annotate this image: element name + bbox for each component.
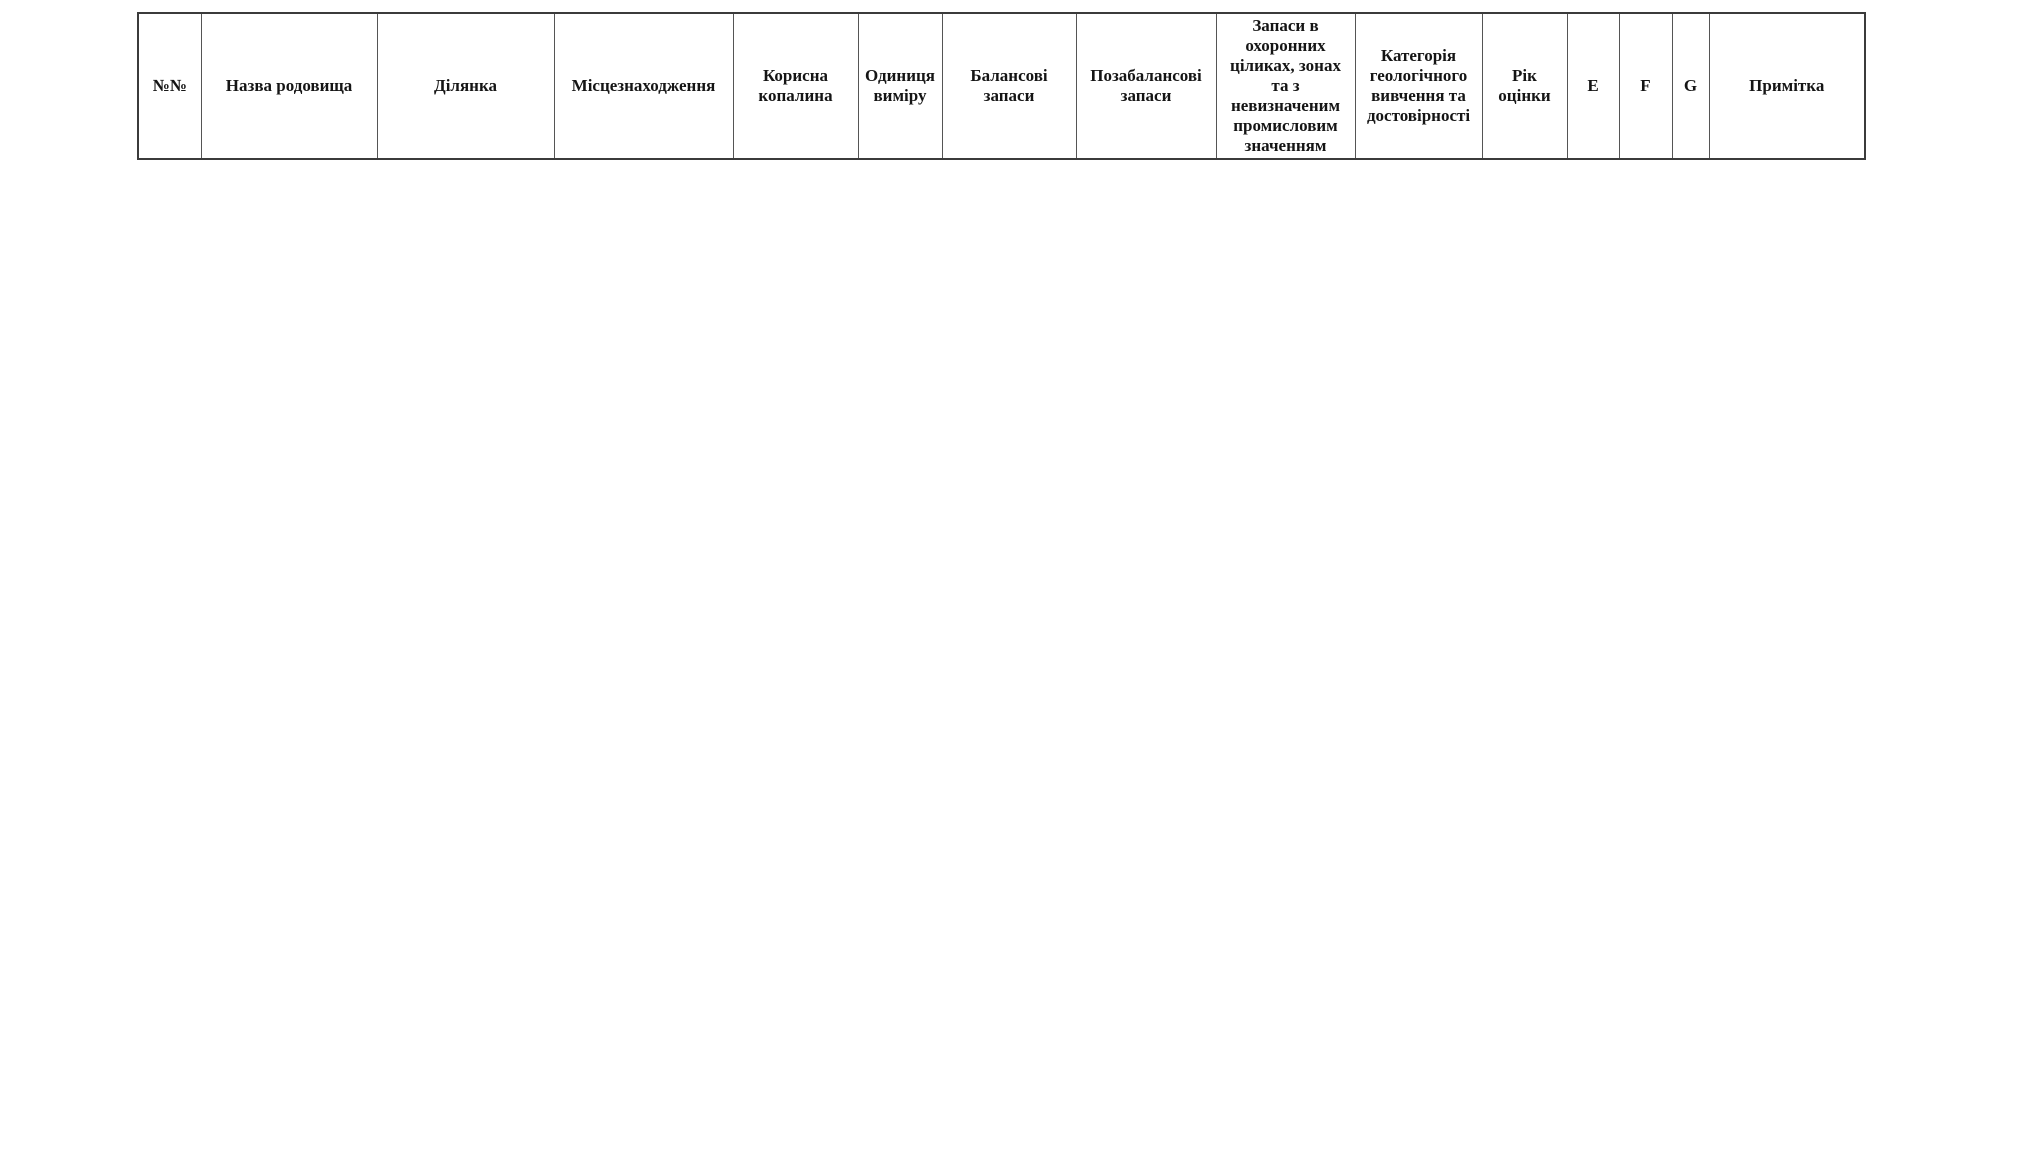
- deposits-table: [137, 12, 1866, 160]
- column-header: Балансові запаси: [942, 13, 1076, 159]
- column-header: F: [1619, 13, 1672, 159]
- header-row: [138, 13, 1865, 159]
- column-header: Назва родовища: [201, 13, 377, 159]
- column-header: Ділянка: [377, 13, 554, 159]
- column-header: Корисна копалина: [733, 13, 858, 159]
- column-header: №№: [138, 13, 201, 159]
- column-header: Примітка: [1709, 13, 1865, 159]
- table-header: [138, 13, 1865, 159]
- column-header: Запаси в охоронних ціликах, зонах та з невизначеним промисловим значенням: [1216, 13, 1355, 159]
- column-header: Рік оцінки: [1482, 13, 1567, 159]
- column-header: Одиниця виміру: [858, 13, 942, 159]
- column-header: Категорія геологічного вивчення та достовірності: [1355, 13, 1482, 159]
- column-header: E: [1567, 13, 1619, 159]
- column-header: G: [1672, 13, 1709, 159]
- column-header: Позабалансові запаси: [1076, 13, 1216, 159]
- table-wrap: [137, 12, 1866, 160]
- column-header: Місцезнаходження: [554, 13, 733, 159]
